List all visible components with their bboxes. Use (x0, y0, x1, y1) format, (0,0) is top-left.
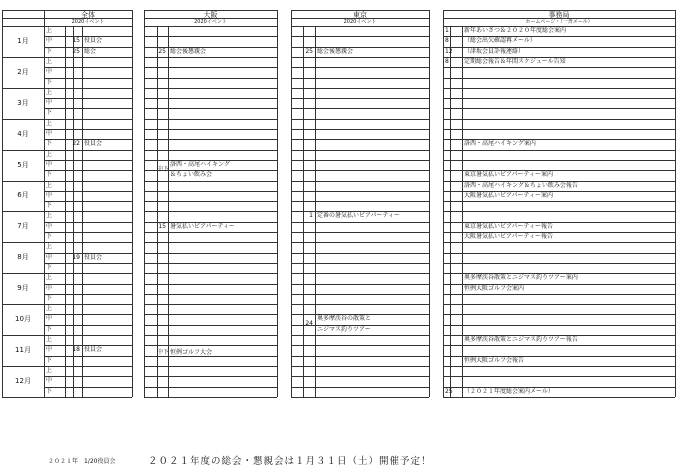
month-divider (2, 273, 132, 274)
row-divider (291, 284, 429, 285)
row-divider (443, 160, 675, 161)
column-title: 大阪 (203, 10, 218, 19)
row-divider (44, 98, 132, 99)
jimukyoku-entry: 大阪暑気払いビアパーティー報告 (464, 233, 554, 240)
month-divider (291, 273, 429, 274)
row-divider (291, 160, 429, 161)
month-divider (443, 304, 675, 305)
period-label: 下 (46, 294, 53, 302)
row-divider (44, 67, 132, 68)
entry-day: 25 (445, 387, 453, 395)
period-label: 下 (46, 387, 53, 395)
month-label: 7月 (17, 222, 29, 231)
jimukyoku-entry: （２０２１年度総会案内メール） (464, 387, 554, 395)
month-divider (291, 366, 429, 367)
row-divider (291, 201, 429, 202)
period-label: 下 (46, 78, 53, 86)
column-divider (157, 26, 158, 397)
period-label: 下 (46, 356, 53, 364)
row-divider (44, 222, 132, 223)
month-divider (2, 119, 132, 120)
period-label: 中 (46, 68, 53, 76)
row-divider (443, 98, 675, 99)
table-border (277, 10, 278, 397)
month-divider (2, 304, 132, 305)
row-divider (44, 325, 132, 326)
column-divider (65, 26, 66, 397)
column-divider (315, 26, 316, 397)
footer-notice: ２０２１年度の総会・懇親会は１月３１日（土）開催予定！ (148, 456, 432, 467)
column-divider (82, 26, 83, 397)
month-divider (144, 242, 277, 243)
row-divider (291, 263, 429, 264)
period-label: 上 (46, 274, 53, 282)
period-label: 下 (46, 171, 53, 179)
row-divider (144, 284, 277, 285)
row-divider (443, 67, 675, 68)
row-divider (291, 170, 429, 171)
zentai-entry: 役員会 (84, 37, 103, 45)
row-divider (443, 325, 675, 326)
table-border (2, 26, 132, 27)
row-divider (144, 139, 277, 140)
row-divider (144, 201, 277, 202)
period-label: 中 (46, 377, 53, 385)
month-divider (2, 335, 132, 336)
row-divider (291, 67, 429, 68)
period-label: 下 (46, 140, 53, 148)
period-label: 上 (46, 212, 53, 220)
entry-day: 12 (445, 47, 453, 55)
table-border (144, 26, 277, 27)
row-divider (291, 222, 429, 223)
period-label: 中 (46, 315, 53, 323)
row-divider (443, 263, 675, 264)
row-divider (291, 294, 429, 295)
osaka-entry: 暑気払いビアパーティー (170, 222, 236, 230)
month-divider (144, 366, 277, 367)
row-divider (291, 356, 429, 357)
period-label: 上 (46, 150, 53, 158)
row-divider (44, 284, 132, 285)
row-divider (144, 98, 277, 99)
period-label: 中 (46, 191, 53, 199)
row-divider (291, 387, 429, 388)
month-divider (144, 335, 277, 336)
row-divider (44, 263, 132, 264)
zentai-entry: 役員会 (84, 346, 103, 354)
jimukyoku-entry: 奥多摩渓谷散策とニジマス釣りツアー報告 (464, 336, 578, 343)
column-title: 事務局 (548, 10, 570, 19)
month-divider (291, 119, 429, 120)
month-divider (443, 242, 675, 243)
month-label: 3月 (17, 98, 29, 107)
column-divider (168, 26, 169, 397)
column-divider (303, 26, 304, 397)
row-divider (443, 201, 675, 202)
month-label: 9月 (17, 284, 29, 293)
month-divider (2, 366, 132, 367)
table-border (132, 10, 133, 397)
period-label: 上 (46, 366, 53, 374)
month-divider (291, 150, 429, 151)
tokyo-entry: ニジマス釣りツアー (317, 325, 371, 333)
entry-day: 中下 (157, 165, 170, 173)
jimukyoku-entry: 東京暑気払いビアパーティー案内 (464, 171, 554, 179)
column-title: 全体 (81, 10, 95, 19)
month-divider (144, 181, 277, 182)
month-divider (144, 211, 277, 212)
row-divider (44, 356, 132, 357)
row-divider (144, 129, 277, 130)
row-divider (291, 98, 429, 99)
month-divider (291, 57, 429, 58)
month-divider (443, 150, 675, 151)
period-label: 上 (46, 243, 53, 251)
period-label: 中 (46, 37, 53, 45)
month-label: 2月 (17, 67, 29, 76)
month-label: 4月 (17, 129, 29, 138)
osaka-entry: ＆ちょい飲み会 (170, 171, 213, 179)
period-label: 中 (46, 160, 53, 168)
row-divider (443, 253, 675, 254)
row-divider (291, 232, 429, 233)
table-border (291, 397, 429, 398)
period-label: 下 (46, 47, 53, 55)
entry-day: 19 (72, 253, 80, 261)
row-divider (44, 78, 132, 79)
table-border (675, 10, 676, 397)
row-divider (44, 170, 132, 171)
jimukyoku-entry: （総会出欠確認再メール） (464, 37, 536, 45)
month-label: 11月 (15, 345, 31, 354)
row-divider (443, 294, 675, 295)
jimukyoku-entry: 新年あいさつ＆２０２０年度総会案内 (464, 27, 567, 34)
row-divider (291, 376, 429, 377)
row-divider (291, 139, 429, 140)
zentai-entry: 役員会 (84, 253, 103, 261)
month-divider (443, 366, 675, 367)
row-divider (144, 294, 277, 295)
row-divider (44, 201, 132, 202)
row-divider (443, 108, 675, 109)
row-divider (144, 345, 277, 346)
row-divider (443, 345, 675, 346)
period-label: 中 (46, 346, 53, 354)
column-subtitle: 2020イベント (71, 18, 105, 25)
row-divider (44, 376, 132, 377)
row-divider (291, 191, 429, 192)
month-divider (291, 88, 429, 89)
row-divider (443, 78, 675, 79)
column-subtitle: 2020イベント (194, 18, 227, 25)
row-divider (291, 253, 429, 254)
footer-meeting-note: ２０２１年 1/20役員会 (48, 458, 116, 465)
month-label: 5月 (17, 160, 29, 169)
zentai-entry: 総会 (84, 47, 97, 55)
jimukyoku-entry: 定期総会報告＆年間スケジュール告知 (464, 57, 566, 65)
jimukyoku-entry: 洛西・高尾ハイキング＆ちょい飲み会報告 (464, 181, 578, 189)
entry-day: 1 (309, 212, 313, 220)
entry-day: 25 (305, 47, 313, 55)
entry-day: 8 (445, 57, 449, 65)
period-label: 中 (46, 222, 53, 230)
osaka-entry: 総会後懇親会 (170, 47, 207, 55)
period-label: 下 (46, 263, 53, 271)
period-label: 下 (46, 202, 53, 210)
entry-day: 1 (445, 27, 449, 34)
jimukyoku-entry: 奥多摩渓谷散策とニジマス釣りツアー案内 (464, 274, 578, 282)
month-label: 10月 (15, 315, 31, 324)
period-label: 中 (46, 130, 53, 137)
column-divider (450, 26, 451, 397)
tokyo-entry: 総会後懇親会 (317, 47, 354, 55)
jimukyoku-entry: 恒例大阪ゴルフ会案内 (464, 284, 525, 292)
osaka-entry: 恒例ゴルフ大会 (170, 349, 213, 357)
jimukyoku-entry: 洛西・高尾ハイキング案内 (464, 140, 536, 148)
entry-day: 15 (72, 37, 80, 45)
row-divider (144, 36, 277, 37)
period-label: 上 (46, 119, 53, 127)
month-label: 8月 (17, 253, 29, 262)
row-divider (144, 263, 277, 264)
row-divider (144, 67, 277, 68)
period-label: 下 (46, 233, 53, 240)
jimukyoku-entry: 大阪暑気払いビアパーティー案内 (464, 191, 554, 199)
month-label: 6月 (17, 191, 29, 200)
row-divider (144, 253, 277, 254)
row-divider (44, 191, 132, 192)
month-divider (291, 242, 429, 243)
table-border (144, 397, 277, 398)
row-divider (144, 191, 277, 192)
row-divider (144, 232, 277, 233)
month-divider (144, 273, 277, 274)
row-divider (44, 108, 132, 109)
row-divider (44, 160, 132, 161)
period-label: 中 (46, 99, 53, 107)
osaka-entry: 洛西・高尾ハイキング (170, 160, 230, 168)
jimukyoku-entry: 恒例大阪ゴルフ会報告 (464, 356, 525, 364)
month-divider (2, 150, 132, 151)
row-divider (291, 129, 429, 130)
period-label: 中 (46, 253, 53, 261)
row-divider (291, 36, 429, 37)
row-divider (44, 387, 132, 388)
period-label: 上 (46, 88, 53, 96)
entry-day: 22 (72, 140, 80, 148)
entry-day: 25 (158, 47, 166, 55)
column-divider (462, 26, 463, 397)
column-subtitle: ホームページ・（一斉メール） (525, 18, 593, 25)
period-label: 下 (46, 109, 53, 117)
column-divider (73, 26, 74, 397)
row-divider (44, 129, 132, 130)
month-divider (144, 150, 277, 151)
month-divider (144, 119, 277, 120)
tokyo-entry: 定番の暑気払いビアパーティー (317, 212, 401, 220)
entry-day: 25 (72, 47, 80, 55)
month-divider (291, 181, 429, 182)
month-divider (2, 57, 132, 58)
period-label: 上 (46, 181, 53, 189)
entry-day: 18 (72, 346, 80, 354)
row-divider (44, 294, 132, 295)
row-divider (144, 78, 277, 79)
table-border (429, 10, 430, 397)
entry-day: 15 (158, 222, 166, 230)
zentai-entry: 役員会 (84, 140, 103, 148)
row-divider (443, 129, 675, 130)
month-divider (291, 304, 429, 305)
period-label: 下 (46, 325, 53, 333)
row-divider (144, 314, 277, 315)
entry-day: 中下 (157, 349, 170, 357)
column-title: 東京 (353, 10, 367, 19)
row-divider (291, 78, 429, 79)
jimukyoku-entry: （津坂会員訃報連絡） (464, 47, 525, 55)
month-label: 1月 (17, 36, 29, 45)
month-divider (144, 88, 277, 89)
entry-day: 24 (305, 320, 313, 328)
period-label: 上 (46, 336, 53, 343)
month-divider (443, 119, 675, 120)
month-divider (144, 57, 277, 58)
month-divider (2, 88, 132, 89)
period-label: 上 (46, 305, 53, 313)
entry-day: 8 (445, 37, 449, 45)
row-divider (291, 108, 429, 109)
period-label: 上 (46, 57, 53, 65)
row-divider (144, 108, 277, 109)
table-border (443, 397, 675, 398)
month-divider (2, 242, 132, 243)
jimukyoku-entry: 東京暑気払いビアパーティー報告 (464, 222, 554, 230)
period-label: 上 (46, 27, 53, 34)
row-divider (291, 345, 429, 346)
row-divider (443, 376, 675, 377)
row-divider (144, 387, 277, 388)
period-label: 中 (46, 284, 53, 292)
month-label: 12月 (15, 376, 31, 385)
table-border (291, 26, 429, 27)
month-divider (2, 181, 132, 182)
month-divider (443, 88, 675, 89)
column-subtitle: 2020イベント (343, 18, 377, 25)
row-divider (443, 314, 675, 315)
month-divider (291, 335, 429, 336)
row-divider (144, 325, 277, 326)
tokyo-entry: 奥多摩渓谷の散策と (317, 315, 372, 323)
month-divider (2, 211, 132, 212)
row-divider (144, 376, 277, 377)
table-border (2, 397, 132, 398)
row-divider (44, 314, 132, 315)
row-divider (44, 232, 132, 233)
month-divider (144, 304, 277, 305)
month-divider (443, 211, 675, 212)
